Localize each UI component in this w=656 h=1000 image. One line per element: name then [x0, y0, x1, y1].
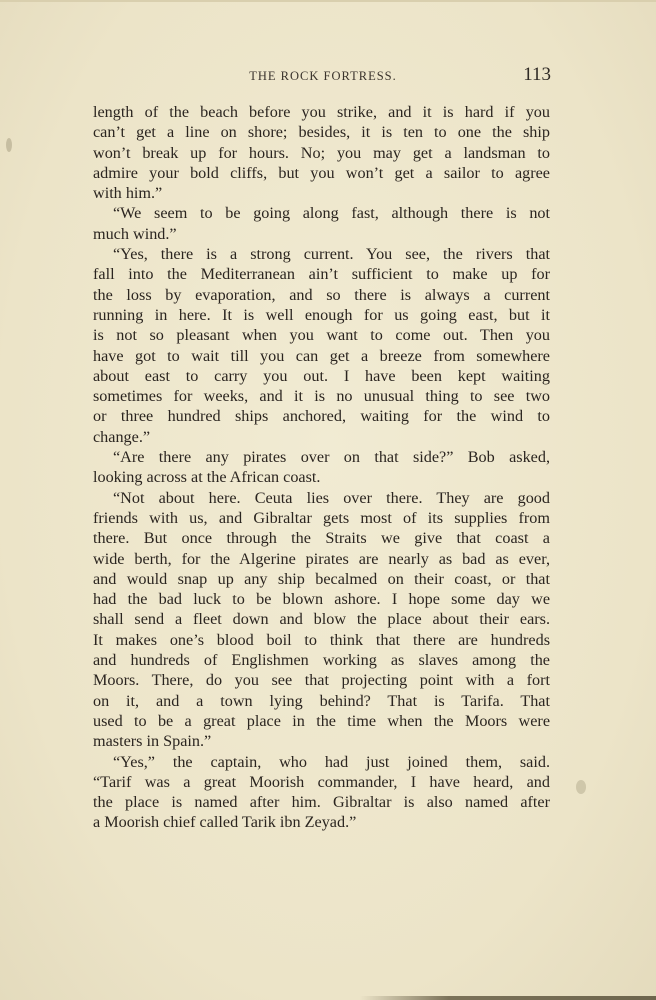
- text-line: about east to carry you out. I have been kept waiting: [93, 366, 550, 385]
- text-line: and would snap up any ship becalmed on their coast, or that: [93, 569, 550, 588]
- text-line: sometimes for weeks, and it is no unusual thing to see two: [93, 387, 550, 406]
- text-line: used to be a great place in the time when the Moors were: [93, 711, 550, 730]
- text-line: there. But once through the Straits we give that coast a: [93, 529, 550, 548]
- paper-smudge: [576, 780, 586, 794]
- text-line: change.”: [93, 427, 151, 446]
- page-top-edge: [0, 0, 656, 2]
- text-line: “We seem to be going along fast, although there is not: [113, 204, 550, 223]
- text-line: the loss by evaporation, and so there is always a current: [93, 285, 550, 304]
- text-line: “Tarif was a great Moorish commander, I have heard, and: [93, 772, 550, 791]
- text-line: “Yes, there is a strong current. You see, the rivers that: [113, 245, 550, 264]
- page-header: [93, 64, 553, 88]
- body-text: [93, 102, 550, 833]
- text-line: length of the beach before you strike, and it is hard if you: [93, 103, 550, 121]
- text-line: “Are there any pirates over on that side?” Bob asked,: [113, 448, 550, 467]
- text-line: have got to wait till you can get a breeze from somewhere: [93, 346, 550, 365]
- text-line: on it, and a town lying behind? That is Tarifa. That: [93, 691, 550, 710]
- text-line: friends with us, and Gibraltar gets most of its supplies from: [93, 508, 550, 527]
- text-line: a Moorish chief called Tarik ibn Zeyad.”: [93, 813, 357, 832]
- page-bottom-edge: [360, 996, 656, 1000]
- text-line: the place is named after him. Gibraltar is also named after: [93, 793, 550, 812]
- text-line: wide berth, for the Algerine pirates are nearly as bad as ever,: [93, 549, 550, 568]
- text-line: masters in Spain.”: [93, 732, 212, 751]
- text-line: “Not about here. Ceuta lies over there. They are good: [113, 488, 550, 507]
- text-line: It makes one’s blood boil to think that there are hundreds: [93, 630, 550, 649]
- text-line: looking across at the African coast.: [93, 468, 321, 487]
- running-title: THE ROCK FORTRESS.: [249, 69, 397, 83]
- text-line: with him.”: [93, 184, 163, 203]
- paper-mark: [6, 138, 12, 152]
- text-line: much wind.”: [93, 224, 177, 243]
- text-line: fall into the Mediterranean ain’t sufficient to make up for: [93, 265, 550, 284]
- text-line: shall send a fleet down and blow the place about their ears.: [93, 610, 550, 629]
- page-number: 113: [523, 64, 551, 85]
- text-line: “Yes,” the captain, who had just joined them, said.: [113, 752, 550, 771]
- text-line: had the bad luck to be blown ashore. I hope some day we: [93, 590, 550, 609]
- text-line: won’t break up for hours. No; you may get a landsman to: [93, 143, 550, 162]
- text-line: is not so pleasant when you want to come out. Then you: [93, 326, 550, 345]
- text-line: running in here. It is well enough for us going east, but it: [93, 305, 550, 324]
- text-line: admire your bold cliffs, but you won’t get a sailor to agree: [93, 163, 550, 182]
- text-line: and hundreds of Englishmen working as slaves among the: [93, 651, 550, 670]
- text-line: Moors. There, do you see that projecting point with a fort: [93, 671, 550, 690]
- text-line: can’t get a line on shore; besides, it is ten to one the ship: [93, 123, 550, 142]
- text-line: or three hundred ships anchored, waiting for the wind to: [93, 407, 550, 426]
